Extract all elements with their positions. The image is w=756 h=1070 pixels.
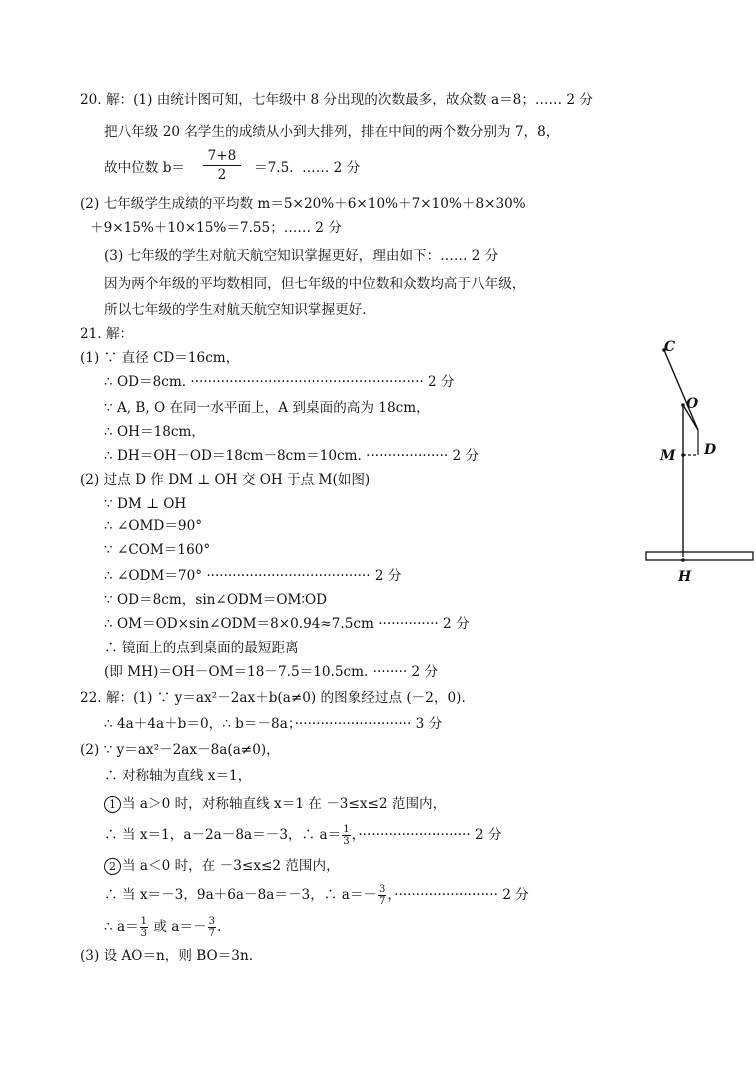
q21-line-6: ∴ DH＝OH－OD＝18cm－8cm＝10cm. ··················· 2 分 [104, 448, 480, 464]
q21-line-10: ∵ ∠COM＝160° [104, 542, 211, 558]
point-h [681, 558, 685, 562]
q22-line-6 [104, 824, 502, 847]
q22-line-9-end: . [216, 919, 222, 935]
q22-line-6-score: ，·························· 2 分 [351, 827, 502, 843]
label-c: C [664, 339, 676, 355]
fraction-numerator: 1 [343, 824, 350, 835]
q20-line-7: 因为两个年级的平均数相同，但七年级的中位数和众数均高于八年级， [104, 276, 526, 292]
q21-line-2: (1) ∵ 直径 CD＝16cm， [80, 350, 240, 366]
q22-line-9 [104, 916, 221, 939]
point-m [681, 453, 685, 457]
q20-median-fraction [203, 148, 241, 183]
q22-line-10: (3) 设 AO＝n，则 BO＝3n. [80, 948, 254, 964]
q21-line-15: (即 MH)＝OH－OM＝18－7.5＝10.5cm. ········ 2 分 [104, 664, 439, 680]
fraction-bar [203, 165, 241, 166]
fraction-numerator: 7+8 [207, 148, 237, 164]
q20-line-5: ＋9×15%＋10×15%＝7.55；…… 2 分 [90, 220, 342, 236]
label-m: M [660, 448, 676, 464]
q21-line-1: 21. 解： [80, 326, 134, 342]
fraction-three-sevenths [378, 884, 386, 907]
fraction-denominator: 7 [379, 896, 386, 907]
q22-line-7 [104, 856, 340, 876]
fraction-one-third [140, 916, 148, 939]
case-1-marker: 1 [104, 796, 121, 813]
fraction-one-third [342, 824, 350, 847]
q20-line-2: 把八年级 20 名学生的成绩从小到大排列，排在中间的两个数分别为 7，8， [104, 124, 560, 140]
q22-line-4: ∴ 对称轴为直线 x＝1， [104, 768, 252, 784]
q21-line-3: ∴ OD＝8cm. ······················································ 2 分 [104, 374, 455, 390]
q22-line-8 [104, 884, 529, 907]
q22-line-9-text: ∴ a＝ [104, 919, 139, 935]
q22-line-8-text: ∴ 当 x＝－3，9a＋6a－8a＝－3，∴ a＝－ [104, 887, 378, 903]
q20-line-3b: ＝7.5. …… 2 分 [254, 160, 361, 176]
q21-line-14: ∴ 镜面上的点到桌面的最短距离 [104, 640, 299, 656]
fraction-three-sevenths [208, 916, 216, 939]
q22-line-1: 22. 解：(1) ∵ y＝ax²－2ax＋b(a≠0) 的图象经过点 (－2，0). [80, 690, 466, 706]
case-2-marker: 2 [104, 858, 121, 875]
q20-line-1: 20. 解：(1) 由统计图可知，七年级中 8 分出现的次数最多，故众数 a＝8；…… 2 分 [80, 92, 593, 108]
q22-line-5-text: 当 a＞0 时，对称轴直线 x＝1 在 －3≤x≤2 范围内， [122, 796, 447, 812]
label-d: D [704, 442, 717, 458]
fraction-denominator: 3 [343, 836, 350, 847]
point-o [681, 403, 685, 407]
q20-line-8: 所以七年级的学生对航天航空知识掌握更好. [104, 302, 367, 318]
q22-line-8-score: ，························ 2 分 [387, 887, 529, 903]
q20-line-4: (2) 七年级学生成绩的平均数 m＝5×20%＋6×10%＋7×10%＋8×30% [80, 196, 526, 212]
fraction-denominator: 7 [208, 928, 215, 939]
q21-line-9: ∴ ∠OMD＝90° [104, 518, 203, 534]
q21-line-5: ∴ OH＝18cm， [104, 424, 205, 440]
q21-line-12: ∵ OD＝8cm，sin∠ODM＝OM∶OD [104, 592, 328, 608]
fraction-numerator: 3 [208, 916, 215, 927]
label-h: H [678, 569, 692, 585]
table-surface [646, 552, 753, 560]
mirror-geometry-figure [630, 330, 756, 590]
fraction-numerator: 1 [140, 916, 148, 927]
q22-line-3: (2) ∵ y＝ax²－2ax－8a(a≠0)， [80, 742, 280, 758]
q22-line-5 [104, 794, 446, 814]
fraction-denominator: 3 [140, 928, 148, 939]
q21-line-7: (2) 过点 D 作 DM ⊥ OH 交 OH 于点 M(如图) [80, 472, 371, 488]
q20-line-3a: 故中位数 b＝ [104, 160, 185, 176]
q22-line-7-text: 当 a＜0 时，在 －3≤x≤2 范围内， [122, 858, 340, 874]
fraction-numerator: 3 [379, 884, 386, 895]
q22-line-6-text: ∴ 当 x＝1，a－2a－8a＝－3，∴ a＝ [104, 827, 342, 843]
q21-line-8: ∵ DM ⊥ OH [104, 496, 187, 512]
q21-line-13: ∴ OM＝OD×sin∠ODM＝8×0.94≈7.5cm ·············· 2 分 [104, 616, 470, 632]
segment-cd [664, 350, 698, 430]
label-o: O [686, 396, 699, 412]
fraction-denominator: 2 [217, 167, 227, 183]
q20-line-6: (3) 七年级的学生对航天航空知识掌握更好，理由如下：…… 2 分 [104, 248, 499, 264]
q21-line-4: ∵ A, B, O 在同一水平面上，A 到桌面的高为 18cm， [104, 400, 430, 416]
q22-line-9-or: 或 a＝－ [149, 919, 207, 935]
q22-line-2: ∴ 4a＋4a＋b＝0，∴ b＝－8a；··························· 3 分 [104, 716, 443, 732]
q21-line-11: ∴ ∠ODM＝70° ······································ 2 分 [104, 568, 402, 584]
